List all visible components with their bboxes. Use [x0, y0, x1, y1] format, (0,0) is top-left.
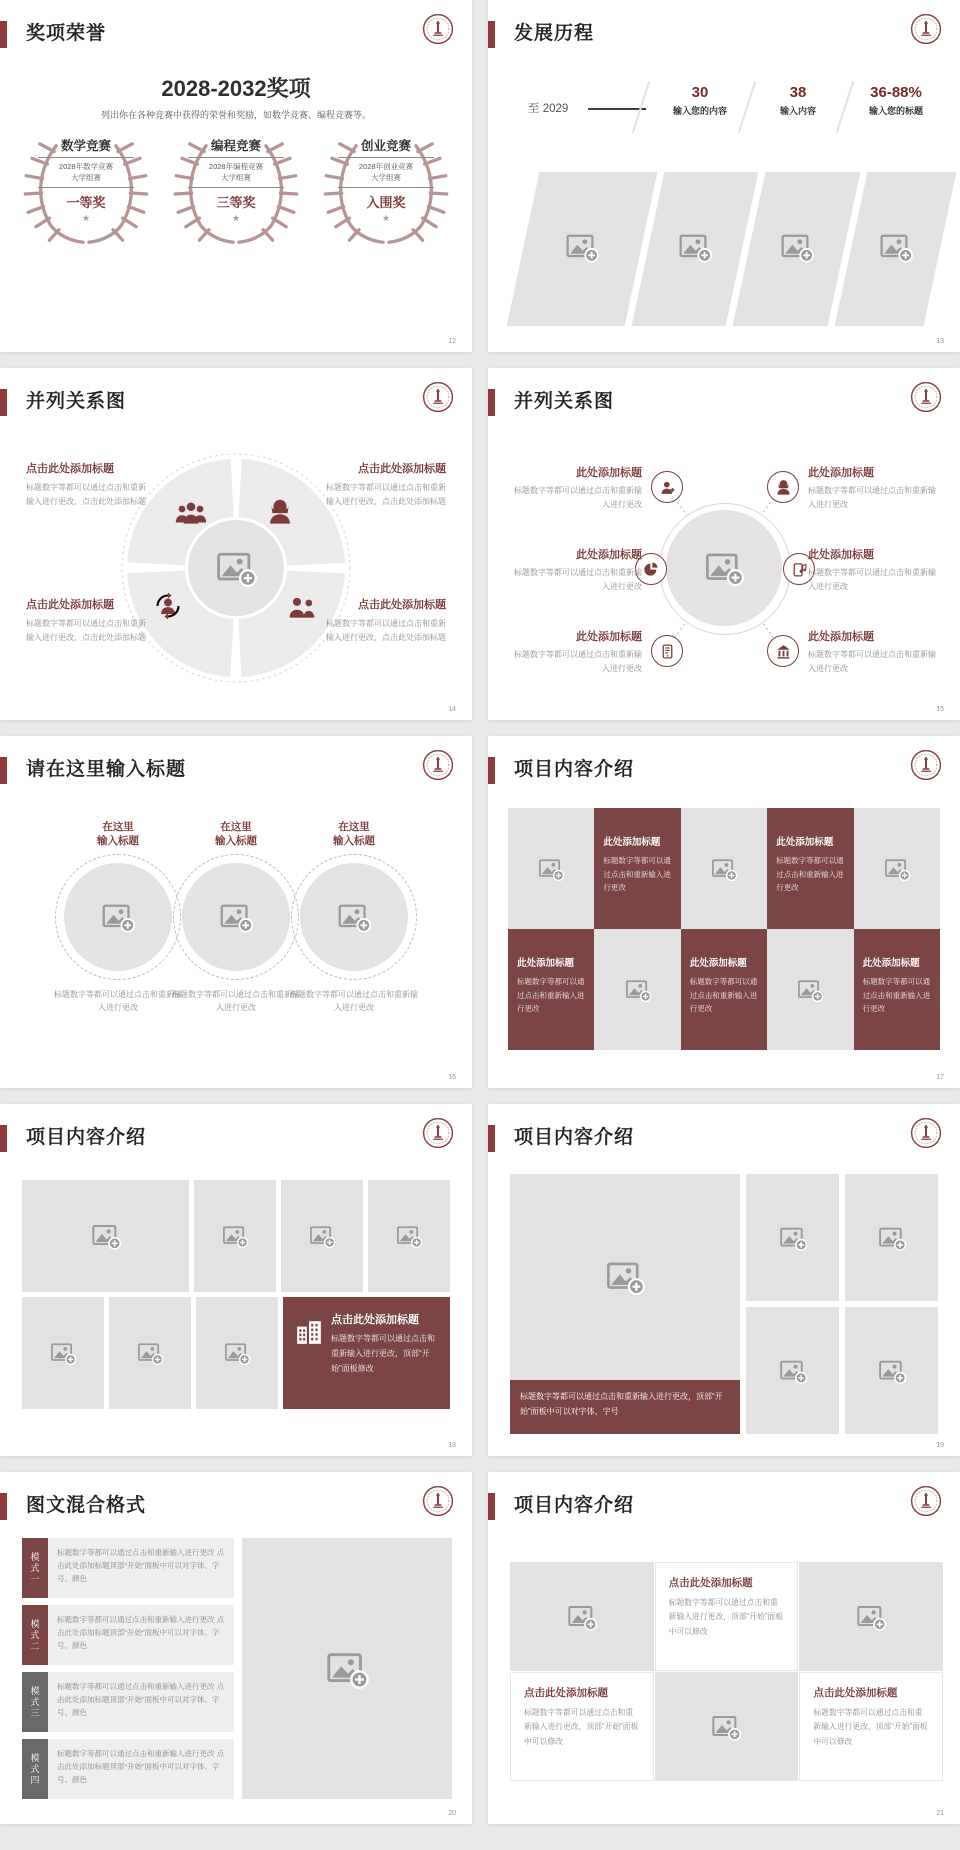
school-seal-logo: [422, 749, 454, 781]
image-placeholder: [508, 808, 594, 929]
image-placeholder: [655, 1672, 799, 1781]
mode-body: 标题数字等都可以通过点击和重新输入进行更改 点击此处添加标题顶部“开始”面板中可以对字体、字号、颜色: [48, 1538, 234, 1598]
award-detail: 2028年编程竞赛 大学组赛: [208, 162, 264, 183]
image-placeholder-icon: [703, 547, 745, 589]
slide-title: 项目内容介绍: [26, 1127, 147, 1148]
cell-body: 标题数字等都可以通过点击和重新输入进行更改: [603, 856, 671, 892]
mode-row: [22, 1739, 234, 1799]
slide-title: 项目内容介绍: [514, 759, 635, 780]
award-item: [13, 134, 159, 254]
cell-heading: 点击此处添加标题: [331, 1314, 419, 1326]
block-body: 标题数字等都可以通过点击和重新输入进行更改，点击此处添加标题: [326, 619, 446, 642]
slide-title: 项目内容介绍: [514, 1127, 635, 1148]
woman-icon: [767, 471, 799, 503]
card-heading: 点击此处添加标题: [813, 1687, 898, 1699]
item-body: 标题数字等都可以通过点击和重新输入进行更改: [808, 650, 936, 673]
circle-label: 在这里 输入标题: [333, 821, 375, 848]
image-placeholder: [746, 1174, 839, 1301]
image-placeholder: [281, 1180, 363, 1292]
image-placeholder-icon: [779, 229, 815, 265]
item-body: 标题数字等都可以通过点击和重新输入进行更改: [808, 486, 936, 509]
title-accent-bar: [0, 757, 7, 784]
image-placeholder: [767, 929, 853, 1050]
image-placeholder: [22, 1297, 104, 1409]
circle-body: 标题数字等都可以通过点击和重新输入进行更改: [172, 990, 300, 1013]
image-placeholder-icon: [710, 1711, 742, 1743]
slide-thumbnail-14[interactable]: [0, 368, 472, 720]
mode-row: [22, 1538, 234, 1598]
item-heading: 此处添加标题: [808, 467, 874, 479]
image-placeholder: [368, 1180, 450, 1292]
item-heading: 此处添加标题: [576, 631, 642, 643]
cell-body: 标题数字等都可以通过点击和重新输入进行更改，顶部“开始”面板修改: [331, 1334, 435, 1373]
award-name: 数学竞赛: [60, 139, 111, 153]
school-seal-logo: [422, 1485, 454, 1517]
image-placeholder: [845, 1174, 938, 1301]
slide-title: 奖项荣誉: [26, 23, 107, 44]
text-cell: [767, 808, 853, 929]
image-placeholder: [194, 1180, 276, 1292]
slide-thumbnail-17[interactable]: [488, 736, 960, 1088]
block-body: 标题数字等都可以通过点击和重新输入进行更改，点击此处添加标题: [26, 483, 146, 506]
hub-image-placeholder: [666, 510, 782, 626]
mode-tab: 模式一: [22, 1538, 48, 1598]
award-detail: 2028年创业竞赛 大学组赛: [358, 162, 414, 183]
item-heading: 此处添加标题: [576, 549, 642, 561]
stat-value: 36-88%: [870, 84, 922, 101]
mode-row: [22, 1605, 234, 1665]
mode-tab: 模式二: [22, 1605, 48, 1665]
photo-row: [22, 1297, 450, 1409]
text-block: [26, 596, 150, 644]
image-placeholder-icon: [49, 1339, 77, 1367]
image-placeholder: [109, 1297, 191, 1409]
mode-tab: 模式四: [22, 1739, 48, 1799]
buildings-icon: [295, 1319, 323, 1345]
star-icon: ★: [81, 212, 91, 223]
text-cell: [594, 808, 680, 929]
title-accent-bar: [488, 1493, 495, 1520]
circle-item: [290, 820, 418, 1015]
page-number: 15: [936, 706, 944, 713]
image-placeholder-icon: [564, 229, 600, 265]
text-block: [322, 460, 446, 508]
item-body: 标题数字等都可以通过点击和重新输入进行更改: [514, 650, 642, 673]
star-icon: ★: [381, 212, 391, 223]
cell-heading: 此处添加标题: [517, 958, 575, 969]
title-accent-bar: [0, 389, 7, 416]
circle-body: 标题数字等都可以通过点击和重新输入进行更改: [290, 990, 418, 1013]
award-prize: 入围奖: [366, 194, 406, 210]
mode-tab: 模式三: [22, 1672, 48, 1732]
stat-item: [743, 84, 853, 117]
text-block: [512, 546, 642, 593]
text-cell: [508, 929, 594, 1050]
tablet-icon: [651, 635, 683, 667]
award-item: [313, 134, 459, 254]
checkerboard-grid: [508, 808, 940, 1050]
text-block: [512, 628, 642, 675]
image-placeholder-icon: [223, 1339, 251, 1367]
stat-value: 38: [789, 84, 807, 101]
cell-body: 标题数字等都可以通过点击和重新输入进行更改: [689, 977, 758, 1013]
slide-title: 请在这里输入标题: [26, 759, 187, 780]
circle-label: 在这里 输入标题: [97, 821, 139, 848]
image-placeholder-icon: [778, 1356, 808, 1386]
image-placeholder-icon: [796, 976, 824, 1004]
title-accent-bar: [0, 1493, 7, 1520]
star-icon: ★: [231, 212, 241, 223]
text-cell: [854, 929, 940, 1050]
alternating-grid: [510, 1562, 943, 1781]
block-heading: 点击此处添加标题: [26, 463, 114, 475]
item-body: 标题数字等都可以通过点击和重新输入进行更改: [514, 486, 642, 509]
cell-heading: 此处添加标题: [776, 837, 834, 848]
image-placeholder-icon: [324, 1646, 370, 1692]
image-placeholder: [510, 1562, 654, 1671]
school-seal-logo: [910, 749, 942, 781]
image-placeholder-icon: [883, 855, 911, 883]
image-placeholder-icon: [677, 229, 713, 265]
text-block: [808, 546, 938, 593]
image-placeholder-icon: [308, 1222, 336, 1250]
circle-item: [54, 820, 182, 1015]
slide-thumbnail-20[interactable]: [0, 1472, 472, 1824]
text-cell: [681, 929, 767, 1050]
image-placeholder-icon: [221, 1222, 249, 1250]
page-number: 16: [448, 1074, 456, 1081]
stat-item: [645, 84, 755, 117]
image-placeholder: [196, 1297, 278, 1409]
card-heading: 点击此处添加标题: [668, 1577, 753, 1589]
slide-title: 并列关系图: [514, 391, 615, 412]
image-placeholder-icon: [604, 1256, 646, 1298]
divider: [188, 157, 284, 158]
school-seal-logo: [910, 1117, 942, 1149]
page-number: 12: [448, 338, 456, 345]
image-placeholder-icon: [855, 1601, 887, 1633]
block-heading: 点击此处添加标题: [26, 599, 114, 611]
stat-label: 输入内容: [779, 106, 816, 116]
awards-heading: 2028-2032奖项: [161, 76, 311, 101]
image-placeholder: [594, 929, 680, 1050]
dotted-circle: [55, 854, 181, 980]
page-number: 13: [936, 338, 944, 345]
school-seal-logo: [422, 13, 454, 45]
image-placeholder-icon: [336, 899, 372, 935]
cell-body: 标题数字等都可以通过点击和重新输入进行更改: [517, 977, 585, 1013]
divider: [38, 157, 134, 158]
slide-thumbnail-21[interactable]: [488, 1472, 960, 1824]
slide-title: 项目内容介绍: [514, 1495, 635, 1516]
image-placeholder: [845, 1307, 938, 1434]
item-heading: 此处添加标题: [808, 631, 874, 643]
dotted-circle: [173, 854, 299, 980]
block-body: 标题数字等都可以通过点击和重新输入进行更改，点击此处添加标题: [26, 619, 146, 642]
image-placeholder-icon: [90, 1220, 122, 1252]
cell-heading: 此处添加标题: [689, 958, 747, 969]
awards-subtitle: 列出你在各种竞赛中获得的荣誉和奖励，如数学竞赛、编程竞赛等。: [100, 110, 371, 120]
text-card: [510, 1672, 654, 1781]
image-placeholder-icon: [778, 1223, 808, 1253]
award-name: 创业竞赛: [360, 139, 411, 153]
image-placeholder-icon: [218, 899, 254, 935]
bank-icon: [767, 635, 799, 667]
slide-title: 并列关系图: [26, 391, 127, 412]
image-placeholder: [300, 863, 408, 971]
text-block: [808, 628, 938, 675]
card-heading: 点击此处添加标题: [524, 1687, 608, 1699]
caption-cell: [283, 1297, 450, 1409]
award-prize: 三等奖: [216, 194, 256, 210]
image-placeholder-icon: [878, 229, 914, 265]
image-placeholder: [746, 1307, 839, 1434]
image-placeholder-icon: [877, 1223, 907, 1253]
title-accent-bar: [0, 21, 7, 48]
image-placeholder-icon: [624, 976, 652, 1004]
timeline-period-label: 至 2029: [528, 103, 569, 115]
school-seal-logo: [910, 13, 942, 45]
mode-list: [22, 1538, 234, 1806]
image-placeholder-icon: [537, 855, 565, 883]
image-placeholder: [64, 863, 172, 971]
item-heading: 此处添加标题: [808, 549, 874, 561]
image-placeholder: [507, 172, 658, 326]
slide-thumbnail-19[interactable]: [488, 1104, 960, 1456]
school-seal-logo: [422, 1117, 454, 1149]
title-accent-bar: [488, 757, 495, 784]
card-body: 标题数字等都可以通过点击和重新输入进行更改，顶部“开始”面板中可以修改: [668, 1598, 784, 1636]
item-body: 标题数字等都可以通过点击和重新输入进行更改: [514, 568, 642, 591]
title-accent-bar: [0, 1125, 7, 1152]
page-number: 17: [936, 1074, 944, 1081]
title-accent-bar: [488, 21, 495, 48]
ring-diagram: [118, 450, 354, 686]
image-placeholder-icon: [136, 1339, 164, 1367]
circle-item: [172, 820, 300, 1015]
image-placeholder-icon: [710, 855, 738, 883]
block-body: 标题数字等都可以通过点击和重新输入进行更改，点击此处添加标题: [326, 483, 446, 506]
stat-label: 输入您的内容: [672, 106, 727, 116]
image-caption: 标题数字等都可以通过点击和重新输入进行更改，顶部“开始”面板中可以对字体、字号: [510, 1380, 740, 1434]
item-body: 标题数字等都可以通过点击和重新输入进行更改: [808, 568, 936, 591]
image-placeholder: [681, 808, 767, 929]
mode-body: 标题数字等都可以通过点击和重新输入进行更改 点击此处添加标题顶部“开始”面板中可以对字体、字号、颜色: [48, 1739, 234, 1799]
text-block: [26, 460, 150, 508]
award-detail: 2028年数学竞赛 大学组赛: [58, 162, 114, 183]
circle-body: 标题数字等都可以通过点击和重新输入进行更改: [54, 990, 182, 1013]
divider: [38, 187, 134, 188]
slide-title: 发展历程: [514, 23, 595, 44]
page-number: 21: [936, 1810, 944, 1817]
stat-item: [841, 84, 951, 117]
divider: [338, 187, 434, 188]
slide-thumbnail-12[interactable]: [0, 0, 472, 352]
awards-row: [11, 134, 461, 254]
award-prize: 一等奖: [66, 194, 106, 210]
circle-label: 在这里 输入标题: [215, 821, 257, 848]
divider: [188, 187, 284, 188]
large-image-placeholder: [510, 1174, 740, 1380]
award-name: 编程竞赛: [210, 139, 261, 153]
school-seal-logo: [910, 1485, 942, 1517]
block-heading: 点击此处添加标题: [358, 463, 446, 475]
photo-row: [22, 1180, 450, 1292]
text-block: [322, 596, 446, 644]
slide-title: 图文混合格式: [26, 1495, 147, 1516]
card-body: 标题数字等都可以通过点击和重新输入进行更改，顶部“开始”面板中可以修改: [524, 1708, 639, 1746]
block-heading: 点击此处添加标题: [358, 599, 446, 611]
person-add-icon: [651, 471, 683, 503]
image-placeholder: [182, 863, 290, 971]
slide-thumbnail-18[interactable]: [0, 1104, 472, 1456]
page-number: 20: [448, 1810, 456, 1817]
cell-body: 标题数字等都可以通过点击和重新输入进行更改: [776, 856, 844, 892]
slide-thumbnail-16[interactable]: [0, 736, 472, 1088]
card-body: 标题数字等都可以通过点击和重新输入进行更改，顶部“开始”面板中可以修改: [813, 1708, 928, 1746]
image-placeholder-icon: [395, 1222, 423, 1250]
page-number: 18: [448, 1442, 456, 1449]
image-placeholder: [22, 1180, 189, 1292]
award-item: [163, 134, 309, 254]
mode-body: 标题数字等都可以通过点击和重新输入进行更改 点击此处添加标题顶部“开始”面板中可以对字体、字号、颜色: [48, 1605, 234, 1665]
cell-heading: 此处添加标题: [862, 958, 920, 969]
image-placeholder: [799, 1562, 943, 1671]
stat-value: 30: [691, 84, 709, 101]
title-accent-bar: [488, 1125, 495, 1152]
image-placeholder-icon: [877, 1356, 907, 1386]
page-number: 14: [448, 706, 456, 713]
text-card: [655, 1562, 799, 1671]
stat-label: 输入您的标题: [868, 106, 923, 116]
image-placeholder: [854, 808, 940, 929]
cell-body: 标题数字等都可以通过点击和重新输入进行更改: [862, 977, 931, 1013]
cell-heading: 此处添加标题: [603, 837, 661, 848]
item-heading: 此处添加标题: [576, 467, 642, 479]
text-block: [512, 464, 642, 511]
timeline-dash-line: [588, 108, 646, 110]
divider: [338, 157, 434, 158]
slide-thumbnail-13[interactable]: [488, 0, 960, 352]
page-number: 19: [936, 1442, 944, 1449]
text-block: [808, 464, 938, 511]
large-image-placeholder: [242, 1538, 452, 1799]
dotted-circle: [291, 854, 417, 980]
school-seal-logo: [422, 381, 454, 413]
slide-thumbnail-15[interactable]: [488, 368, 960, 720]
timeline-image-strip: [507, 172, 957, 326]
text-card: [799, 1672, 943, 1781]
image-placeholder-icon: [566, 1601, 598, 1633]
image-placeholder-icon: [100, 899, 136, 935]
mode-body: 标题数字等都可以通过点击和重新输入进行更改 点击此处添加标题顶部“开始”面板中可以对字体、字号、颜色: [48, 1672, 234, 1732]
mode-row: [22, 1672, 234, 1732]
